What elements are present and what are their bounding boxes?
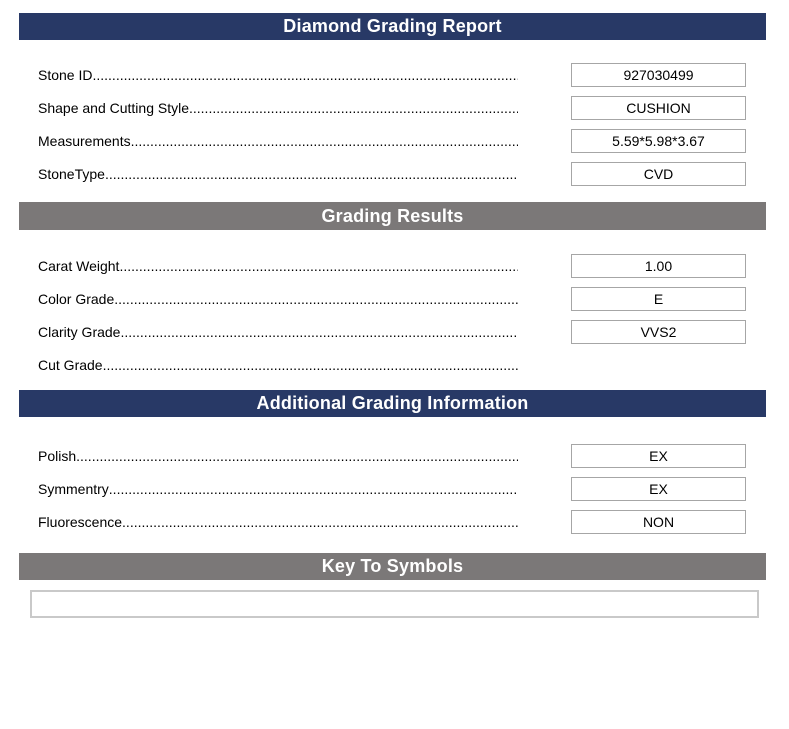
clarity-grade-label: Clarity Grade: [38, 324, 121, 340]
diamond-grading-report-page: [0, 13, 789, 618]
clarity-grade-label-leader: [38, 324, 518, 340]
symmetry-label-leader: [38, 481, 518, 497]
measurements-label: Measurements: [38, 133, 131, 149]
dot-leader: [114, 291, 518, 307]
fluorescence-label-leader: [38, 514, 518, 530]
row-polish: [0, 444, 789, 468]
dot-leader: [105, 166, 518, 182]
stone-id-label: Stone ID: [38, 67, 93, 83]
row-stone-id: [0, 63, 789, 87]
stone-type-label-leader: [38, 166, 518, 182]
dot-leader: [109, 481, 518, 497]
dot-leader: [120, 324, 518, 340]
cut-grade-label-leader: [38, 357, 518, 373]
symmetry-value-box[interactable]: EX: [571, 477, 746, 501]
stone-type-value-box[interactable]: CVD: [571, 162, 746, 186]
additional-grading-section: [0, 444, 789, 534]
section-title: Key To Symbols: [321, 556, 464, 576]
section-header-diamond-grading-report: [19, 13, 766, 40]
dot-leader: [92, 67, 518, 83]
row-symmetry: [0, 477, 789, 501]
clarity-grade-value-box[interactable]: VVS2: [571, 320, 746, 344]
cut-grade-label: Cut Grade: [38, 357, 103, 373]
fluorescence-label: Fluorescence: [38, 514, 123, 530]
dot-leader: [189, 100, 518, 116]
shape-value-box[interactable]: CUSHION: [571, 96, 746, 120]
row-fluorescence: [0, 510, 789, 534]
section-title: Additional Grading Information: [256, 393, 529, 413]
carat-weight-value-box[interactable]: 1.00: [571, 254, 746, 278]
color-grade-value-box[interactable]: E: [571, 287, 746, 311]
symmetry-label: Symmentry: [38, 481, 109, 497]
dot-leader: [103, 357, 518, 373]
measurements-label-leader: [38, 133, 518, 149]
row-clarity-grade: [0, 320, 789, 344]
dot-leader: [122, 514, 518, 530]
stone-type-label: StoneType: [38, 166, 105, 182]
row-measurements: [0, 129, 789, 153]
color-grade-label: Color Grade: [38, 291, 115, 307]
row-color-grade: [0, 287, 789, 311]
color-grade-label-leader: [38, 291, 518, 307]
carat-weight-label: Carat Weight: [38, 258, 120, 274]
dot-leader: [119, 258, 518, 274]
row-cut-grade: [0, 353, 789, 377]
stone-id-value-box[interactable]: 927030499: [571, 63, 746, 87]
stone-info-section: [0, 63, 789, 186]
row-carat-weight: [0, 254, 789, 278]
dot-leader: [76, 448, 518, 464]
shape-label-leader: [38, 100, 518, 116]
shape-label: Shape and Cutting Style: [38, 100, 189, 116]
fluorescence-value-box[interactable]: NON: [571, 510, 746, 534]
dot-leader: [131, 133, 518, 149]
polish-label-leader: [38, 448, 518, 464]
polish-label: Polish: [38, 448, 77, 464]
section-header-grading-results: [19, 202, 766, 230]
polish-value-box[interactable]: EX: [571, 444, 746, 468]
row-shape-cutting-style: [0, 96, 789, 120]
key-to-symbols-box[interactable]: [30, 590, 759, 618]
section-title: Diamond Grading Report: [283, 16, 502, 36]
row-stone-type: [0, 162, 789, 186]
measurements-value-box[interactable]: 5.59*5.98*3.67: [571, 129, 746, 153]
section-header-key-to-symbols: [19, 553, 766, 580]
grading-results-section: [0, 254, 789, 377]
section-header-additional-grading-information: [19, 390, 766, 417]
stone-id-label-leader: [38, 67, 518, 83]
section-title: Grading Results: [321, 205, 464, 226]
carat-weight-label-leader: [38, 258, 518, 274]
